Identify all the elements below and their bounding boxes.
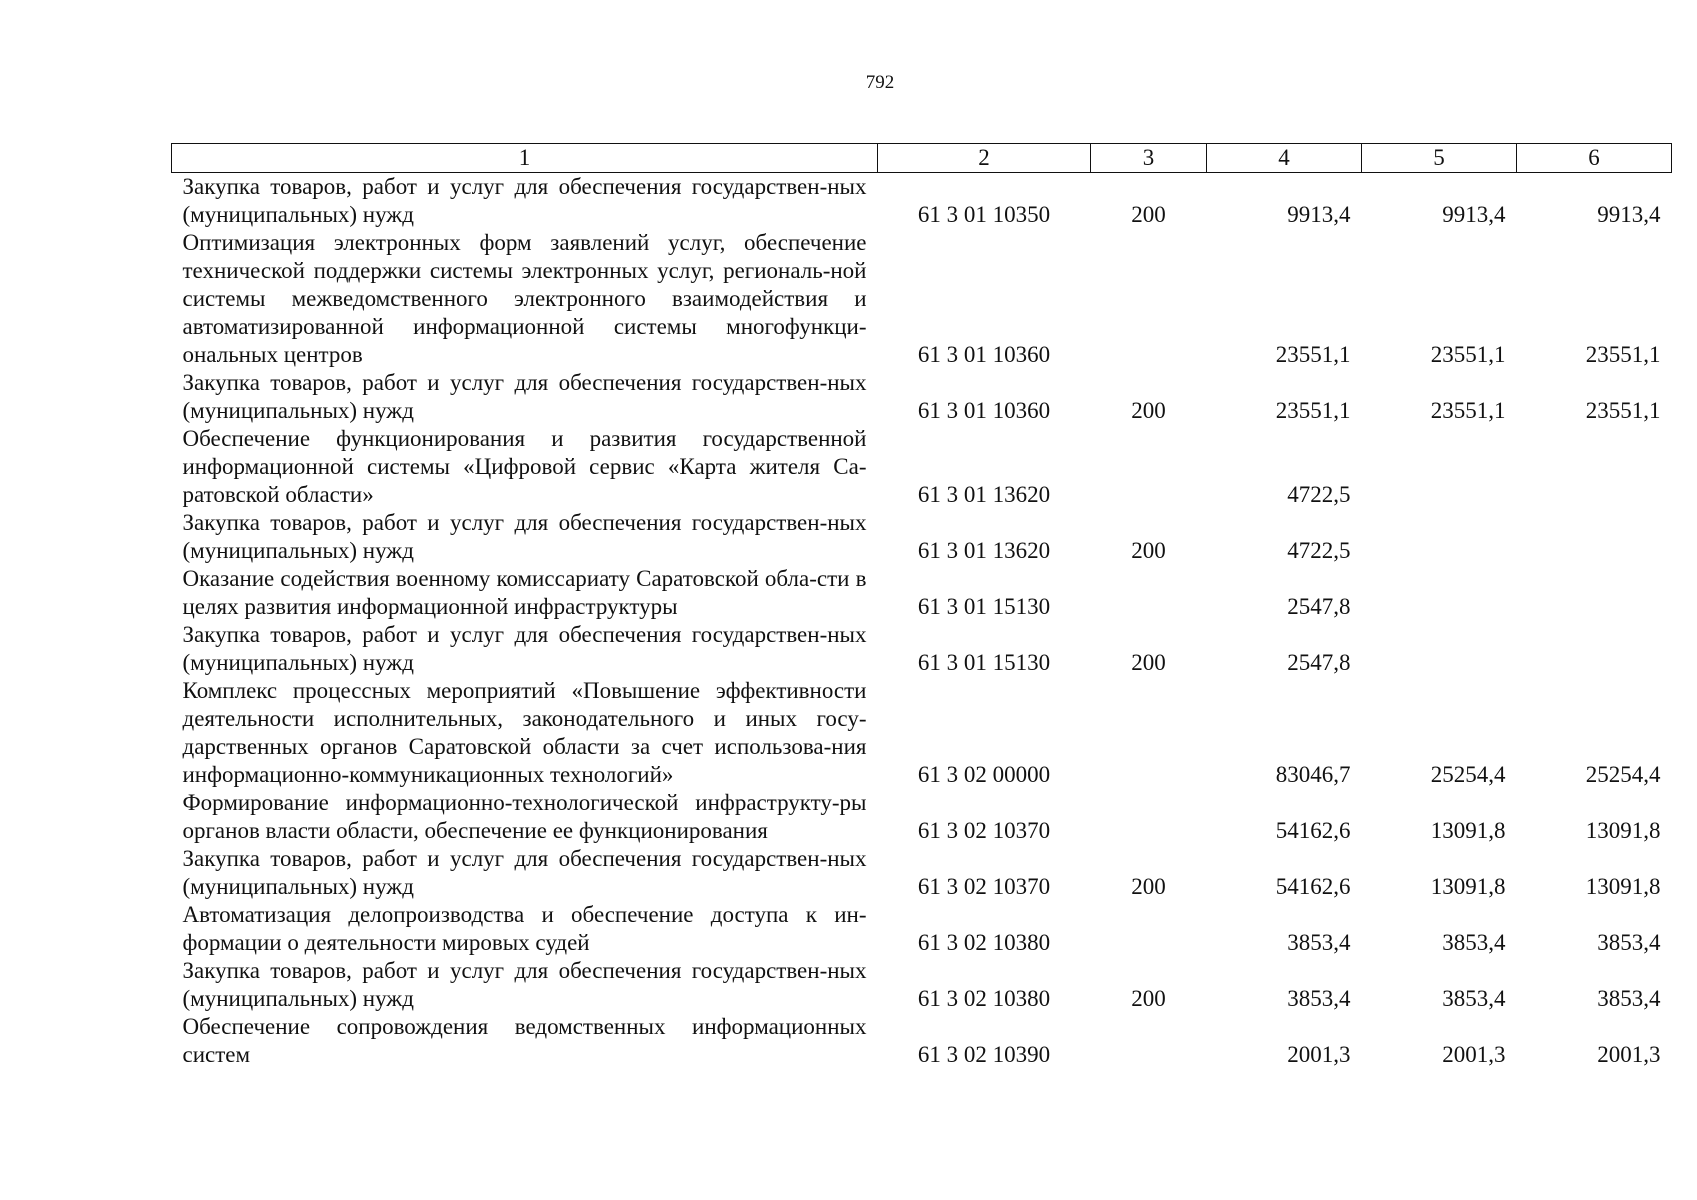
row-code: 61 3 01 10360 [917,342,1051,367]
table-row [172,901,1672,957]
row-value-col4: 2547,8 [1287,594,1351,619]
table-header-row [172,144,1672,173]
row-value-col5 [1362,565,1517,621]
row-value-col6 [1517,509,1672,565]
row-value-col6: 25254,4 [1585,762,1661,787]
row-description: Закупка товаров, работ и услуг для обеспечения государствен-ных (муниципальных) нужд [182,510,867,563]
row-expense-type [1091,565,1207,621]
row-value-col6: 23551,1 [1585,398,1661,423]
table-row [172,621,1672,677]
row-value-col5: 23551,1 [1430,398,1506,423]
row-expense-type: 200 [1131,538,1166,563]
column-header-3: 3 [1091,144,1207,173]
row-value-col5 [1362,509,1517,565]
column-header-5: 5 [1362,144,1517,173]
row-value-col6: 9913,4 [1597,202,1661,227]
row-value-col4: 9913,4 [1287,202,1351,227]
row-code: 61 3 02 10390 [917,1042,1051,1067]
row-value-col5: 25254,4 [1430,762,1506,787]
row-code: 61 3 02 10380 [917,986,1051,1011]
column-header-2: 2 [878,144,1091,173]
row-value-col6: 13091,8 [1585,874,1661,899]
row-code: 61 3 01 15130 [917,594,1051,619]
column-header-1: 1 [172,144,878,173]
row-value-col4: 83046,7 [1275,762,1351,787]
row-expense-type: 200 [1131,650,1166,675]
row-value-col5: 23551,1 [1430,342,1506,367]
row-expense-type [1091,677,1207,789]
row-value-col4: 54162,6 [1275,874,1351,899]
column-header-6: 6 [1517,144,1672,173]
row-value-col4: 2001,3 [1287,1042,1351,1067]
row-expense-type [1091,1013,1207,1069]
row-code: 61 3 01 10360 [917,398,1051,423]
row-description: Оптимизация электронных форм заявлений услуг, обеспечение технической поддержки системы электронных услуг, региональ-ной системы межведомственного электронного взаимодействия и автоматизированной информационной системы многофункци-ональных центров [182,230,867,367]
table-row [172,789,1672,845]
row-expense-type [1091,789,1207,845]
row-value-col6 [1517,621,1672,677]
row-code: 61 3 01 10350 [917,202,1051,227]
table-row [172,229,1672,369]
row-value-col4: 23551,1 [1275,398,1351,423]
row-value-col6: 3853,4 [1597,986,1661,1011]
row-expense-type: 200 [1131,986,1166,1011]
page-number: 792 [865,72,895,93]
row-value-col4: 23551,1 [1275,342,1351,367]
row-value-col5: 13091,8 [1430,874,1506,899]
row-expense-type: 200 [1131,202,1166,227]
row-description: Автоматизация делопроизводства и обеспечение доступа к ин-формации о деятельности мировых судей [182,902,867,955]
row-description: Закупка товаров, работ и услуг для обеспечения государствен-ных (муниципальных) нужд [182,370,867,423]
table-body [172,173,1672,1070]
row-code: 61 3 02 00000 [917,762,1051,787]
row-value-col6: 23551,1 [1585,342,1661,367]
row-description: Обеспечение функционирования и развития государственной информационной системы «Цифровой сервис «Карта жителя Са-ратовской области» [182,426,867,507]
table-row [172,677,1672,789]
row-value-col6: 2001,3 [1597,1042,1661,1067]
row-value-col6 [1517,565,1672,621]
table-row [172,173,1672,230]
row-expense-type: 200 [1131,874,1166,899]
row-description: Закупка товаров, работ и услуг для обеспечения государствен-ных (муниципальных) нужд [182,174,867,227]
column-header-4: 4 [1207,144,1362,173]
row-code: 61 3 02 10380 [917,930,1051,955]
row-value-col4: 3853,4 [1287,930,1351,955]
row-code: 61 3 02 10370 [917,874,1051,899]
table-row [172,369,1672,425]
table-row [172,1013,1672,1069]
row-value-col6 [1517,425,1672,509]
row-value-col5 [1362,425,1517,509]
row-value-col4: 4722,5 [1287,538,1351,563]
table-row [172,565,1672,621]
row-value-col4: 3853,4 [1287,986,1351,1011]
row-expense-type [1091,901,1207,957]
row-value-col6: 13091,8 [1585,818,1661,843]
row-description: Закупка товаров, работ и услуг для обеспечения государствен-ных (муниципальных) нужд [182,846,867,899]
row-expense-type: 200 [1131,398,1166,423]
row-code: 61 3 01 15130 [917,650,1051,675]
row-description: Оказание содействия военному комиссариату Саратовской обла-сти в целях развития информационной инфраструктуры [182,566,867,619]
table-row [172,845,1672,901]
row-value-col5 [1362,621,1517,677]
row-value-col5: 2001,3 [1442,1042,1506,1067]
row-code: 61 3 01 13620 [917,482,1051,507]
row-value-col5: 9913,4 [1442,202,1506,227]
table-row [172,957,1672,1013]
row-description: Закупка товаров, работ и услуг для обеспечения государствен-ных (муниципальных) нужд [182,622,867,675]
row-value-col5: 3853,4 [1442,986,1506,1011]
row-description: Формирование информационно-технологической инфраструкту-ры органов власти области, обеспечение ее функционирования [182,790,867,843]
row-description: Обеспечение сопровождения ведомственных информационных систем [182,1014,867,1067]
row-value-col5: 3853,4 [1442,930,1506,955]
row-expense-type [1091,425,1207,509]
table-row [172,425,1672,509]
row-code: 61 3 01 13620 [917,538,1051,563]
row-value-col4: 4722,5 [1287,482,1351,507]
row-value-col6: 3853,4 [1597,930,1661,955]
row-description: Комплекс процессных мероприятий «Повышение эффективности деятельности исполнительных, законодательного и иных госу-дарственных органов Саратовской области за счет использова-ния информационно-коммуникационных технологий» [182,678,867,787]
budget-table [171,143,1672,1069]
row-description: Закупка товаров, работ и услуг для обеспечения государствен-ных (муниципальных) нужд [182,958,867,1011]
table-row [172,509,1672,565]
row-value-col5: 13091,8 [1430,818,1506,843]
row-code: 61 3 02 10370 [917,818,1051,843]
row-value-col4: 2547,8 [1287,650,1351,675]
row-value-col4: 54162,6 [1275,818,1351,843]
row-expense-type [1091,229,1207,369]
